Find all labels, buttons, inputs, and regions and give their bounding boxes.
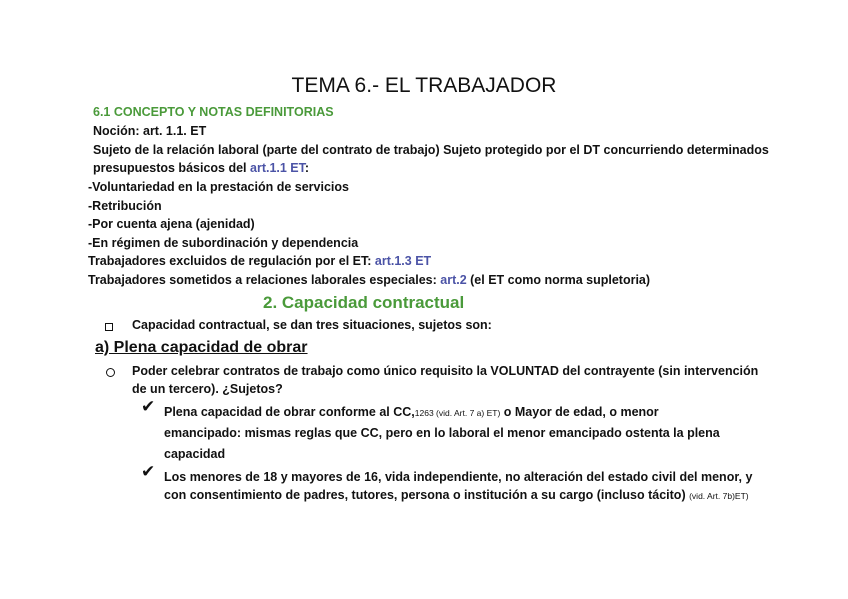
square-bullet-icon — [105, 318, 113, 336]
list-item: -Voluntariedad en la prestación de servicios — [88, 180, 349, 194]
excluidos-line — [88, 252, 431, 270]
intro-line: Capacidad contractual, se dan tres situaciones, sujetos son: — [132, 318, 492, 332]
art-1-3-link[interactable]: art.1.3 ET — [374, 254, 432, 268]
art-2-link[interactable]: art.2 — [440, 273, 467, 287]
check-2-main: con consentimiento de padres, tutores, persona o institución a su cargo (incluso tácito) — [164, 488, 690, 502]
check-1-small: 1263 (vid. Art. 7 a) ET) — [414, 408, 501, 418]
check-1-part-2: o Mayor de edad, o menor — [500, 405, 659, 419]
list-item: -En régimen de subordinación y dependencia — [88, 236, 359, 250]
check-1-line-3: capacidad — [164, 447, 226, 461]
point-1-line-1: Poder celebrar contratos de trabajo como único requisito la VOLUNTAD del contrayente (sin intervención — [132, 364, 759, 378]
checkmark-icon: ✔ — [141, 462, 156, 481]
section-2-heading: 2. Capacidad contractual — [263, 293, 465, 312]
sujeto-line-2-prefix: presupuestos básicos del — [93, 161, 250, 175]
list-item: -Retribución — [88, 199, 162, 213]
circle-bullet-icon — [106, 364, 115, 382]
point-1-line-2: de un tercero). ¿Sujetos? — [132, 382, 283, 396]
check-2-small: (vid. Art. 7b)ET) — [689, 491, 749, 501]
check-1-line-2: emancipado: mismas reglas que CC, pero en lo laboral el menor emancipado ostenta la plena — [164, 426, 720, 440]
sujeto-line-2-suffix: : — [304, 161, 310, 175]
art-1-1-link[interactable]: art.1.1 ET — [250, 161, 305, 175]
especiales-prefix: Trabajadores sometidos a relaciones laborales especiales: — [88, 273, 441, 287]
sujeto-line-1: Sujeto de la relación laboral (parte del contrato de trabajo) Sujeto protegido por el DT concurriendo determinados — [93, 143, 769, 157]
checkmark-icon: ✔ — [141, 397, 156, 416]
list-item: -Por cuenta ajena (ajenidad) — [88, 217, 255, 231]
document-title: TEMA 6.- EL TRABAJADOR — [291, 74, 557, 97]
especiales-line — [88, 271, 650, 289]
check-2-line-1: Los menores de 18 y mayores de 16, vida independiente, no alteración del estado civil del menor, y — [164, 470, 753, 484]
check-1-line-1 — [164, 402, 659, 424]
nocion-line: Noción: art. 1.1. ET — [93, 124, 207, 138]
check-2-line-2 — [164, 486, 749, 505]
excluidos-prefix: Trabajadores excluidos de regulación por el ET: — [88, 254, 375, 268]
subheading-a: a) Plena capacidad de obrar — [95, 339, 308, 356]
especiales-suffix: (el ET como norma supletoria) — [466, 273, 651, 287]
section-1-heading: 6.1 CONCEPTO Y NOTAS DEFINITORIAS — [93, 105, 334, 119]
sujeto-line-2 — [93, 159, 309, 177]
check-1-part-1: Plena capacidad de obrar conforme al CC, — [164, 405, 415, 419]
